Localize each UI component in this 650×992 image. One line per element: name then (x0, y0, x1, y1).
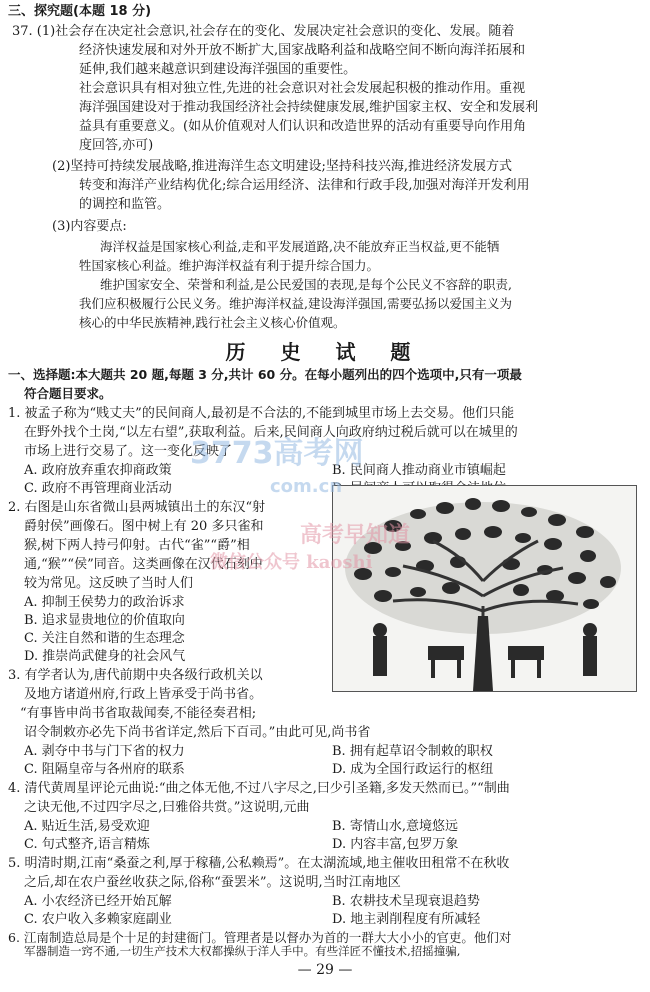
q4-option-c: C. 句式整齐,语言精炼 (24, 837, 150, 852)
q2-stem-line3: 猴,树下两人持弓仰射。古代“雀”“爵”相 (24, 538, 250, 553)
q37-p3-line1: (3)内容要点: (52, 219, 127, 234)
q37-p3-line4: 维护国家安全、荣誉和利益,是公民爱国的表现,是每个公民义不容辞的职责, (100, 277, 512, 292)
relief-tree-drawing (333, 486, 636, 691)
q3-option-c: C. 阻隔皇帝与各州府的联系 (24, 762, 185, 777)
q37-p1-line6: 益具有重要意义。(如从价值观对人们认识和改造世界的活动有重要导向作用角 (79, 119, 527, 134)
q2-option-a: A. 抑制王侯势力的政治诉求 (24, 595, 185, 610)
q2-stem-line4: 通,“猴”“侯”同音。这类画像在汉代石刻中 (24, 557, 263, 572)
q37-p2-line3: 的调控和监管。 (79, 197, 171, 212)
q37-p1-line1: 37. (1)社会存在决定社会意识,社会存在的变化、发展决定社会意识的变化、发展。随着 (12, 24, 515, 39)
q37-p2-line2: 转变和海洋产业结构优化;综合运用经济、法律和行政手段,加强对海洋开发利用 (79, 178, 530, 193)
q4-stem-line1: 4. 清代黄周星评论元曲说:“曲之体无他,不过八字尽之,曰少引圣籍,多发天然而已。”“制曲 (8, 781, 510, 796)
q1-option-c: C. 政府不再管理商业活动 (24, 481, 172, 496)
q1-option-b: B. 民间商人推动商业市镇崛起 (332, 463, 506, 478)
q2-stem-line2: 爵射侯”画像石。图中树上有 20 多只雀和 (24, 519, 264, 534)
q6-stem-line1: 6. 江南制造总局是个十足的封建衙门。管理者是以督办为首的一群大大小小的官吏。他们对 (8, 930, 512, 945)
q37-p3-line6: 核心的中华民族精神,践行社会主义核心价值观。 (79, 315, 346, 330)
q37-p1-line2: 经济快速发展和对外开放不断扩大,国家战略利益和战略空间不断向海洋拓展和 (79, 43, 526, 58)
q37-p3-line3: 牲国家核心利益。维护海洋权益有利于提升综合国力。 (79, 258, 380, 273)
watermark-gaokao: 高考早知道 (300, 522, 411, 548)
q4-stem-line2: 之诀无他,不过四字尽之,曰雅俗共赏。”这说明,元曲 (24, 800, 310, 815)
q1-stem-line2: 在野外找个土岗,“以左右望”,获取利益。后来,民间商人向政府纳过税后就可以在城里的 (24, 425, 518, 440)
q6-stem-line2: 军器制造一窍不通,一切生产技术大权都操纵于洋人手中。有些洋匠不懂技术,招摇撞骗, (24, 944, 461, 958)
q37-p2-line1: (2)坚持可持续发展战略,推进海洋生态文明建设;坚持科技兴海,推进经济发展方式 (52, 159, 513, 174)
q37-p1-line5: 海洋强国建设对于推动我国经济社会持续健康发展,维护国家主权、安全和发展利 (79, 100, 539, 115)
q4-option-a: A. 贴近生活,易受欢迎 (24, 819, 150, 834)
q1-stem-line3: 市场上进行交易了。这一变化反映了 (24, 444, 233, 459)
q2-stem-line5: 较为常见。这反映了当时人们 (24, 576, 194, 591)
q1-stem-line1: 1. 被孟子称为“贱丈夫”的民间商人,最初是不合法的,不能到城里市场上去交易。他们只能 (8, 406, 515, 421)
page-number: — 29 — (297, 962, 353, 978)
q2-option-c: C. 关注自然和谐的生态理念 (24, 631, 185, 646)
section3-header: 三、探究题(本题 18 分) (8, 4, 152, 19)
q37-p1-line3: 延伸,我们越来越意识到建设海洋强国的重要性。 (79, 62, 357, 77)
q5-option-c: C. 农户收入多赖家庭副业 (24, 912, 172, 927)
q2-option-d: D. 推崇尚武健身的社会风气 (24, 649, 186, 664)
q3-option-a: A. 剥夺中书与门下省的权力 (24, 744, 185, 759)
stone-relief-image (332, 485, 637, 692)
watermark-wechat: 微信公众号 kaoshi (210, 552, 373, 573)
q5-stem-line2: 之后,却在农户蚕丝收获之际,俗称“蚕罢米”。这说明,当时江南地区 (24, 875, 401, 890)
q5-option-d: D. 地主剥削程度有所减轻 (332, 912, 481, 927)
q4-option-d: D. 内容丰富,包罗万象 (332, 837, 459, 852)
q2-option-b: B. 追求显贵地位的价值取向 (24, 613, 185, 628)
q2-stem-line1: 2. 右图是山东省微山县两城镇出土的东汉“射 (8, 500, 266, 515)
q37-p1-line7: 度回答,亦可) (79, 138, 154, 153)
watermark-3773: 3773高考网 (190, 436, 364, 471)
q3-stem-line4: 诏令制敕亦必先下尚书省详定,然后下百司。”由此可见,尚书省 (24, 725, 371, 740)
watermark-com: com.cn (270, 476, 343, 497)
section1-header-line1: 一、选择题:本大题共 20 题,每题 3 分,共计 60 分。在每小题列出的四个选项中,只有一项最 (8, 367, 522, 382)
section1-header-line2: 符合题目要求。 (24, 386, 112, 401)
q5-option-a: A. 小农经济已经开始瓦解 (24, 894, 172, 909)
q4-option-b: B. 寄情山水,意境悠远 (332, 819, 458, 834)
q5-option-b: B. 农耕技术呈现衰退趋势 (332, 894, 480, 909)
q1-option-a: A. 政府放弃重农抑商政策 (24, 463, 172, 478)
q37-p1-line4: 社会意识具有相对独立性,先进的社会意识对社会发展起积极的推动作用。重视 (79, 81, 526, 96)
q3-option-d: D. 成为全国行政运行的枢纽 (332, 762, 494, 777)
history-title: 历 史 试 题 (225, 340, 425, 364)
q37-p3-line5: 我们应积极履行公民义务。维护海洋权益,建设海洋强国,需要弘扬以爱国主义为 (79, 296, 512, 311)
q3-stem-line2: 及地方诸道州府,行政上皆承受于尚书省。 (24, 687, 263, 702)
q37-p3-line2: 海洋权益是国家核心利益,走和平发展道路,决不能放弃正当权益,更不能牺 (100, 239, 500, 254)
q5-stem-line1: 5. 明清时期,江南“桑蚕之利,厚于稼穑,公私赖焉”。在太湖流域,地主催收田租常不在秋收 (8, 856, 510, 871)
q3-option-b: B. 拥有起草诏令制敕的职权 (332, 744, 493, 759)
q3-stem-line3: “有事皆申尚书省取裁闻奏,不能径奏君相; (20, 706, 257, 721)
q3-stem-line1: 3. 有学者认为,唐代前期中央各级行政机关以 (8, 668, 263, 683)
